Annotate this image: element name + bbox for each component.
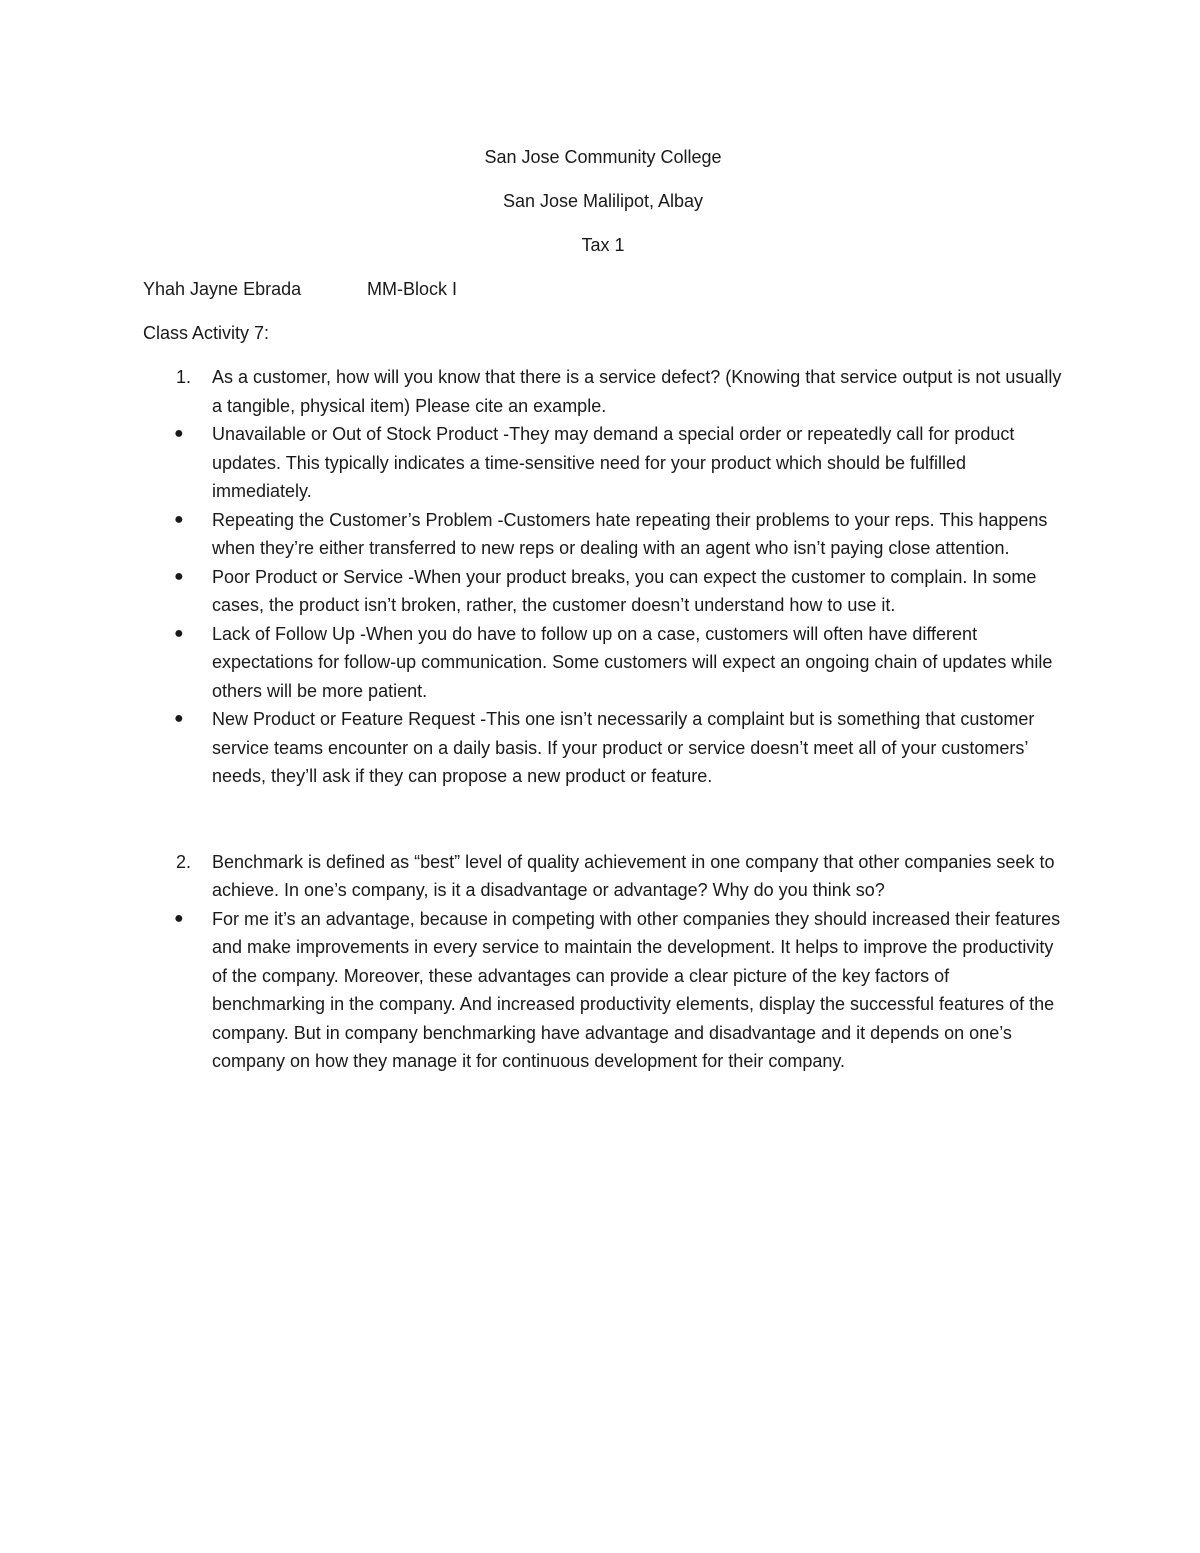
document-body bbox=[143, 143, 1063, 1076]
list-item bbox=[143, 705, 1063, 791]
question-1 bbox=[143, 363, 1063, 420]
list-item bbox=[143, 905, 1063, 1076]
activity-title: Class Activity 7: bbox=[143, 323, 270, 343]
answer-text: Poor Product or Service -When your product breaks, you can expect the customer to complain. In some cases, the product isn’t broken, rather, the customer doesn’t understand how to use it. bbox=[212, 566, 1037, 615]
question-text: As a customer, how will you know that there is a service defect? (Knowing that service output is not usually a tangible, physical item) Please cite an example. bbox=[212, 367, 1062, 416]
bullet-icon: ● bbox=[174, 624, 184, 642]
question-number: 2. bbox=[176, 851, 192, 872]
answer-list-2 bbox=[143, 905, 1063, 1076]
answer-text: For me it’s an advantage, because in competing with other companies they should increased their features and make improvements in every service to maintain the development. It helps to improve the productivity of the company. Moreover, these advantages can provide a clear picture of the key factors of benchmarking in the company. And increased productivity elements, display the successful features of the company. But in company benchmarking have advantage and disadvantage and it depends on one’s company on how they manage it for continuous development for their company. bbox=[212, 908, 1061, 1071]
bullet-icon: ● bbox=[174, 909, 184, 927]
document-header bbox=[143, 143, 1063, 260]
question-2 bbox=[143, 848, 1063, 905]
list-item bbox=[143, 620, 1063, 706]
answer-list-1 bbox=[143, 420, 1063, 791]
section-spacer bbox=[143, 791, 1063, 848]
question-number: 1. bbox=[176, 367, 192, 387]
bullet-icon: ● bbox=[174, 425, 184, 442]
subject-title: Tax 1 bbox=[581, 235, 625, 255]
student-name: Yhah Jayne Ebrada bbox=[143, 279, 302, 299]
section-label: MM-Block I bbox=[367, 279, 457, 299]
school-name: San Jose Community College bbox=[484, 147, 722, 167]
answer-text: Unavailable or Out of Stock Product -They may demand a special order or repeatedly call for product updates. This typically indicates a time-sensitive need for your product which should be fulfilled immediately. bbox=[212, 424, 1015, 501]
answer-text: New Product or Feature Request -This one isn’t necessarily a complaint but is something that customer service teams encounter on a daily basis. If your product or service doesn’t meet all of your customers’ needs, they’ll ask if they can propose a new product or feature. bbox=[212, 709, 1035, 786]
question-text: Benchmark is defined as “best” level of quality achievement in one company that other companies seek to achieve. In one’s company, is it a disadvantage or advantage? Why do you think so? bbox=[212, 851, 1055, 900]
bullet-icon: ● bbox=[174, 510, 184, 528]
answer-text: Repeating the Customer’s Problem -Customers hate repeating their problems to your reps. This happens when they’re either transferred to new reps or dealing with an agent who isn’t paying close attention. bbox=[212, 509, 1048, 558]
list-item bbox=[143, 420, 1063, 506]
answer-text: Lack of Follow Up -When you do have to follow up on a case, customers will often have different expectations for follow-up communication. Some customers will expect an ongoing chain of updates while others will be more patient. bbox=[212, 623, 1053, 701]
school-location: San Jose Malilipot, Albay bbox=[502, 191, 704, 211]
student-info bbox=[143, 275, 1063, 304]
list-item bbox=[143, 506, 1063, 563]
list-item bbox=[143, 563, 1063, 620]
bullet-icon: ● bbox=[174, 567, 184, 585]
bullet-icon: ● bbox=[174, 710, 184, 727]
